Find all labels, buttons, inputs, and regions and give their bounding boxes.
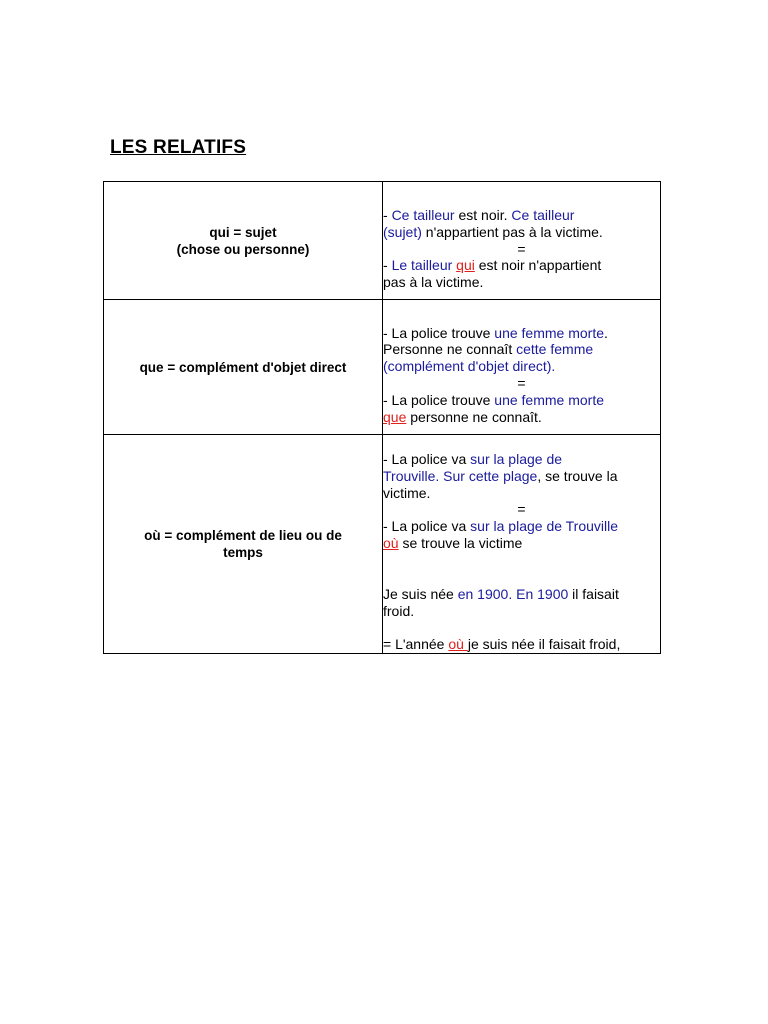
label-line: que = complément d'objet direct [139,359,347,375]
example-line: Personne ne connaît cette femme [383,341,594,358]
page-title: LES RELATIFS [110,137,247,158]
example-cell-ou [383,435,661,654]
example-line: (sujet) n'appartient pas à la victime. [383,223,603,240]
example-line: - La police va sur la plage de Trouville [383,518,619,535]
example-line: victime. [383,484,431,501]
example-line: Je suis née en 1900. En 1900 il faisait [383,585,619,602]
table-row [104,182,661,300]
example-line: (complément d'objet direct). [383,358,556,375]
equals-sign: = [517,501,526,518]
example-line: - La police trouve une femme morte [383,391,605,408]
relatives-table [103,181,661,654]
relative-pronoun: qui [456,257,475,274]
relative-pronoun: que [383,408,407,425]
example-line: Trouville. Sur cette plage, se trouve la [383,467,618,484]
example-line: = L'année où je suis née il faisait froid, [383,636,621,653]
example-line: pas à la victime. [383,274,484,291]
example-cell-qui [383,182,661,300]
label-cell-ou [104,435,383,654]
equals-sign: = [517,240,526,257]
example-line: - Le tailleur qui est noir n'appartient [383,257,602,274]
label-cell-que [104,300,383,435]
label-line: temps [223,545,263,561]
example-line: - Ce tailleur est noir. Ce tailleur [383,207,575,223]
equals-sign: = [517,375,526,391]
table-row [104,300,661,435]
example-line: - La police trouve une femme morte. [383,324,608,341]
example-line: - La police va sur la plage de [383,451,563,467]
relative-pronoun: où [448,636,468,653]
label-cell-qui [104,182,383,300]
example-line: froid. [383,602,415,619]
blank-line [383,552,660,569]
label-line: (chose ou personne) [176,241,310,257]
blank-line [383,569,660,586]
relative-pronoun: où [383,534,399,551]
example-line: que personne ne connaît. [383,408,542,425]
example-cell-que [383,300,661,435]
table-row [104,435,661,654]
example-line: où se trouve la victime [383,534,523,551]
label-line: où = complément de lieu ou de [144,528,342,544]
label-line: qui = sujet [209,224,277,240]
blank-line [383,619,660,636]
